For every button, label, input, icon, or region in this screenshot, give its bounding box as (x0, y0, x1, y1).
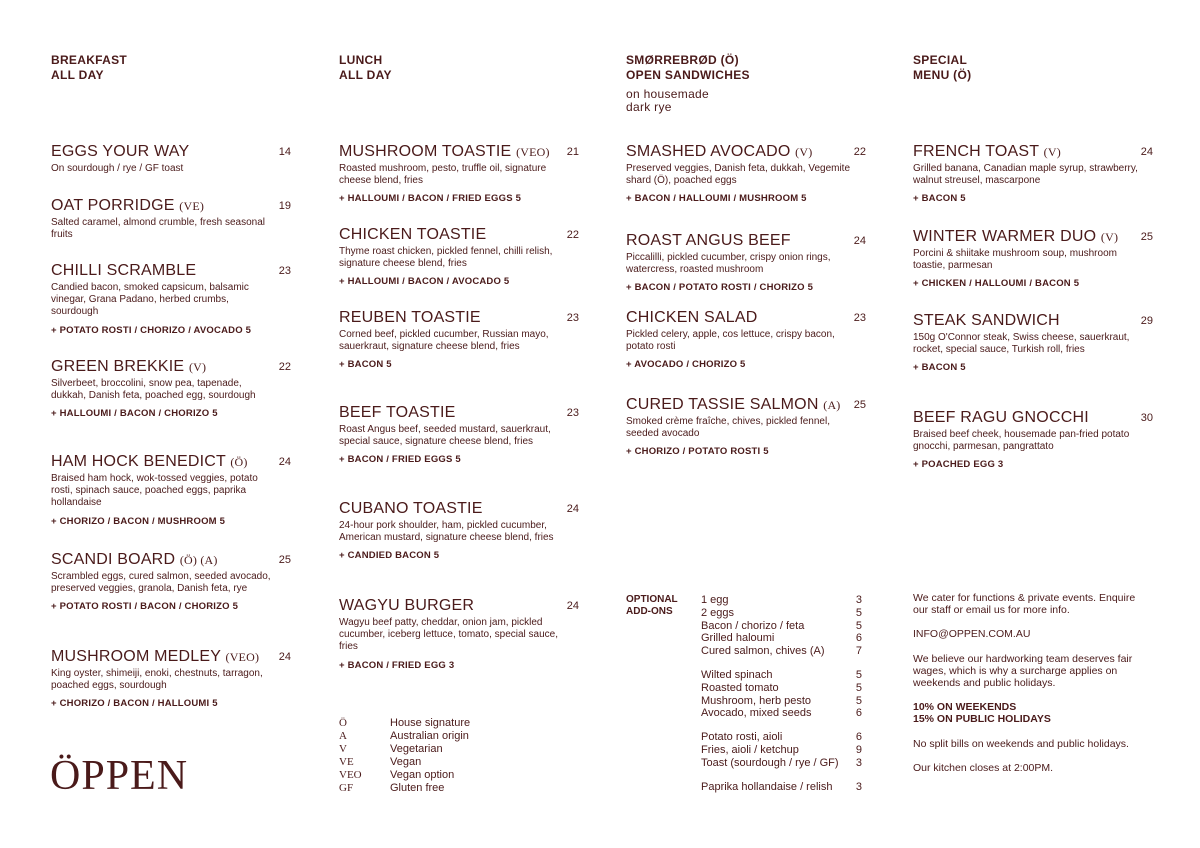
item-price: 24 (566, 600, 579, 612)
special-heading (913, 53, 971, 83)
legend-text: Vegan option (390, 769, 455, 781)
item-description: Pickled celery, apple, cos lettuce, crispy bacon, potato rosti (626, 329, 835, 353)
item-title: SCANDI BOARD (51, 551, 176, 568)
menu-item (51, 358, 291, 419)
item-tag: (V) (1100, 230, 1119, 244)
item-title: HAM HOCK BENEDICT (51, 453, 226, 470)
addon-name: Mushroom, herb pesto (701, 694, 812, 707)
item-title: OAT PORRIDGE (51, 197, 175, 214)
item-name (51, 197, 291, 215)
item-tag: (VEO) (225, 650, 260, 664)
addon-price: 5 (855, 606, 862, 619)
item-description: Candied bacon, smoked capsicum, balsamic vinegar, Grana Padano, herbed crumbs, sourdough (51, 282, 249, 318)
addon-row (701, 645, 862, 658)
item-addon: + BACON 5 (339, 359, 392, 371)
addon-name: Cured salmon, chives (A) (701, 645, 825, 658)
email-link[interactable]: INFO@OPPEN.COM.AU (913, 628, 1031, 641)
item-description: Thyme roast chicken, pickled fennel, chilli relish, signature cheese blend, fries (339, 246, 553, 270)
item-description: Silverbeet, broccolini, snow pea, tapenade, dukkah, Danish feta, poached egg, sourdough (51, 378, 256, 402)
legend-symbol: V (339, 743, 347, 755)
item-tag: (Ö) (230, 455, 248, 469)
item-description: 150g O'Connor steak, Swiss cheese, sauerkraut, rocket, special sauce, Turkish roll, fries (913, 332, 1130, 356)
item-price: 29 (1140, 315, 1153, 327)
item-title: CUBANO TOASTIE (339, 500, 483, 517)
legend-symbol: A (339, 730, 347, 742)
addon-price: 5 (855, 668, 862, 681)
item-title: ROAST ANGUS BEEF (626, 232, 791, 249)
item-name (339, 500, 579, 518)
item-title: CURED TASSIE SALMON (626, 396, 819, 413)
item-title: CHILLI SCRAMBLE (51, 262, 197, 279)
item-price: 23 (853, 312, 866, 324)
item-tag: (A) (823, 398, 841, 412)
heading-line: SMØRREBRØD (Ö) (626, 53, 739, 67)
heading-line: OPEN SANDWICHES (626, 68, 750, 82)
smorrebrod-subheading (626, 88, 750, 114)
item-description: 24-hour pork shoulder, ham, pickled cucumber, American mustard, signature cheese blend, fries (339, 520, 554, 544)
addons-list (701, 594, 862, 793)
item-price: 24 (566, 503, 579, 515)
item-description: Piccalilli, pickled cucumber, crispy onion rings, watercress, roasted mushroom (626, 252, 831, 276)
addon-name: 1 egg (701, 594, 729, 606)
item-name (51, 358, 291, 376)
item-price: 24 (278, 651, 291, 663)
item-name (51, 262, 291, 280)
item-addon: + BACON / HALLOUMI / MUSHROOM 5 (626, 193, 807, 205)
menu-item (51, 143, 291, 175)
menu-item (51, 648, 291, 709)
item-addon: + POACHED EGG 3 (913, 459, 1004, 471)
item-tag: (V) (1043, 145, 1061, 159)
kitchen-closes-text: Our kitchen closes at 2:00PM. (913, 761, 1054, 774)
item-name (913, 228, 1153, 246)
addon-row (701, 744, 862, 757)
legend-symbol: VE (339, 756, 354, 768)
item-price: 23 (278, 265, 291, 277)
item-name (626, 396, 866, 414)
item-addon: + POTATO ROSTI / BACON / CHORIZO 5 (51, 601, 239, 613)
info-block (913, 592, 1153, 786)
legend-text: House signature (390, 717, 471, 729)
addon-row (701, 682, 862, 695)
item-title: MUSHROOM MEDLEY (51, 648, 221, 665)
item-title: CHICKEN SALAD (626, 309, 758, 326)
item-price: 24 (853, 235, 866, 247)
item-addon: + BACON / FRIED EGGS 5 (339, 454, 461, 466)
addon-row (701, 669, 862, 682)
item-title: EGGS YOUR WAY (51, 143, 190, 160)
item-price: 24 (1140, 146, 1153, 158)
menu-item (626, 396, 866, 457)
item-name (51, 648, 291, 666)
addon-name: Roasted tomato (701, 681, 779, 694)
item-price: 24 (278, 456, 291, 468)
item-tag: (Ö) (A) (179, 553, 218, 567)
item-price: 22 (566, 229, 579, 241)
item-title: BEEF TOASTIE (339, 404, 456, 421)
heading-line: SPECIAL (913, 53, 968, 67)
addons-label (626, 594, 678, 618)
addon-name: 2 eggs (701, 606, 735, 619)
item-name (913, 312, 1153, 330)
item-name (51, 143, 291, 161)
menu-item (626, 309, 866, 370)
wages-text: We believe our hardworking team deserves fair wages, which is why a surcharge applies on weekends and public holidays. (913, 652, 1133, 690)
menu-item (913, 143, 1153, 204)
item-price: 22 (853, 146, 866, 158)
addon-price: 6 (855, 731, 862, 744)
dietary-legend (339, 717, 470, 795)
item-name (626, 309, 866, 327)
item-description: Roasted mushroom, pesto, truffle oil, signature cheese blend, fries (339, 163, 547, 187)
item-title: FRENCH TOAST (913, 143, 1039, 160)
item-title: REUBEN TOASTIE (339, 309, 481, 326)
weekend-surcharge: 10% ON WEEKENDS (913, 701, 1017, 714)
addons-label-line: ADD-ONS (626, 606, 673, 617)
item-description: Wagyu beef patty, cheddar, onion jam, pickled cucumber, iceberg lettuce, tomato, special sauce, fries (339, 617, 559, 653)
item-title: WAGYU BURGER (339, 597, 475, 614)
item-description: Preserved veggies, Danish feta, dukkah, Vegemite shard (Ö), poached eggs (626, 163, 851, 187)
item-addon: + HALLOUMI / BACON / CHORIZO 5 (51, 408, 218, 420)
legend-row (339, 743, 470, 756)
addon-price: 7 (855, 645, 862, 658)
item-name (51, 551, 291, 569)
addon-row (701, 731, 862, 744)
addon-name: Avocado, mixed seeds (701, 707, 812, 720)
item-addon: + BACON 5 (913, 193, 966, 205)
addon-row (701, 781, 862, 794)
menu-item (51, 262, 291, 336)
menu-item (51, 551, 291, 612)
breakfast-heading (51, 53, 127, 83)
addon-name: Potato rosti, aioli (701, 731, 783, 744)
item-name (339, 143, 579, 161)
item-price: 21 (566, 146, 579, 158)
item-title: GREEN BREKKIE (51, 358, 185, 375)
item-description: Porcini & shiitake mushroom soup, mushroom toastie, parmesan (913, 248, 1117, 272)
menu-item (913, 312, 1153, 373)
item-description: Salted caramel, almond crumble, fresh seasonal fruits (51, 217, 265, 241)
heading-line: MENU (Ö) (913, 68, 972, 82)
smorrebrod-heading (626, 53, 750, 114)
legend-row (339, 717, 470, 730)
menu-item (913, 228, 1153, 289)
menu-item (339, 226, 579, 287)
addon-price: 3 (855, 756, 862, 769)
subheading-line: dark rye (626, 100, 672, 114)
menu-item (51, 197, 291, 241)
heading-line: ALL DAY (51, 68, 104, 82)
item-title: WINTER WARMER DUO (913, 228, 1097, 245)
item-description: Braised beef cheek, housemade pan-fried potato gnocchi, parmesan, pangrattato (913, 429, 1130, 453)
menu-item (339, 309, 579, 370)
item-title: SMASHED AVOCADO (626, 143, 791, 160)
item-name (626, 232, 866, 250)
item-addon: + CHORIZO / BACON / MUSHROOM 5 (51, 515, 226, 527)
oppen-logo: ÖPPEN (50, 753, 189, 799)
menu-item (913, 409, 1153, 470)
legend-symbol: VEO (339, 769, 362, 781)
menu-item (626, 143, 866, 204)
item-price: 25 (1140, 231, 1153, 243)
item-name (339, 404, 579, 422)
item-description: Corned beef, pickled cucumber, Russian mayo, sauerkraut, signature cheese blend, fries (339, 329, 549, 353)
item-tag: (VE) (179, 199, 205, 213)
item-addon: + BACON / POTATO ROSTI / CHORIZO 5 (626, 282, 814, 294)
addon-row (701, 707, 862, 720)
item-description: Braised ham hock, wok-tossed veggies, potato rosti, spinach sauce, poached eggs, paprika hollandaise (51, 473, 258, 509)
item-tag: (V) (188, 360, 207, 374)
addon-group-gap (701, 720, 862, 731)
subheading-line: on housemade (626, 87, 709, 101)
addon-price: 5 (855, 694, 862, 707)
addon-name: Bacon / chorizo / feta (701, 619, 805, 632)
addon-name: Paprika hollandaise / relish (701, 780, 833, 793)
addon-name: Grilled haloumi (701, 632, 775, 645)
menu-item (339, 404, 579, 465)
menu-item (51, 453, 291, 527)
legend-text: Vegan (390, 756, 422, 768)
heading-line: ALL DAY (339, 68, 392, 82)
addon-price: 5 (855, 681, 862, 694)
item-tag: (VEO) (516, 145, 550, 159)
addon-row (701, 594, 862, 607)
addon-row (701, 757, 862, 770)
legend-row (339, 730, 470, 743)
lunch-heading (339, 53, 392, 83)
addon-price: 3 (855, 594, 862, 606)
addon-price: 9 (855, 743, 862, 756)
item-title: CHICKEN TOASTIE (339, 226, 487, 243)
legend-text: Gluten free (390, 782, 445, 794)
heading-line: BREAKFAST (51, 53, 128, 67)
item-price: 23 (566, 312, 579, 324)
item-addon: + HALLOUMI / BACON / FRIED EGGS 5 (339, 193, 522, 205)
addon-group-gap (701, 658, 862, 669)
item-price: 30 (1140, 412, 1153, 424)
legend-text: Australian origin (390, 730, 469, 742)
item-name (626, 143, 866, 161)
legend-text: Vegetarian (390, 743, 443, 755)
item-addon: + CHORIZO / BACON / HALLOUMI 5 (51, 698, 218, 710)
addon-name: Toast (sourdough / rye / GF) (701, 756, 839, 769)
addon-price: 6 (855, 707, 862, 720)
item-description: Grilled banana, Canadian maple syrup, strawberry, walnut streusel, mascarpone (913, 163, 1138, 187)
item-description: Scrambled eggs, cured salmon, seeded avocado, preserved veggies, granola, Danish feta, rye (51, 571, 271, 595)
item-title: STEAK SANDWICH (913, 312, 1060, 329)
menu-item (339, 597, 579, 671)
addon-row (701, 620, 862, 633)
item-name (339, 597, 579, 615)
item-description: Roast Angus beef, seeded mustard, sauerkraut, special sauce, signature cheese blend, fries (339, 424, 551, 448)
item-title: BEEF RAGU GNOCCHI (913, 409, 1089, 426)
addon-price: 5 (855, 619, 862, 632)
item-addon: + CHICKEN / HALLOUMI / BACON 5 (913, 278, 1080, 290)
addon-price: 3 (855, 780, 862, 793)
item-price: 22 (278, 361, 291, 373)
item-name (51, 453, 291, 471)
legend-row (339, 769, 470, 782)
addon-name: Fries, aioli / ketchup (701, 743, 799, 756)
item-addon: + BACON / FRIED EGG 3 (339, 659, 455, 671)
item-name (339, 226, 579, 244)
legend-symbol: Ö (339, 717, 347, 729)
addon-group-gap (701, 770, 862, 781)
addon-row (701, 695, 862, 708)
item-tag: (V) (795, 145, 813, 159)
addon-row (701, 607, 862, 620)
surcharge-text (913, 701, 1153, 725)
addon-name: Wilted spinach (701, 668, 773, 681)
item-description: On sourdough / rye / GF toast (51, 163, 184, 174)
addon-row (701, 632, 862, 645)
item-name (339, 309, 579, 327)
addon-price: 6 (855, 632, 862, 645)
functions-text: We cater for functions & private events. Enquire our staff or email us for more info. (913, 592, 1136, 617)
addons-label-line: OPTIONAL (626, 594, 678, 605)
item-description: King oyster, shimeiji, enoki, chestnuts, tarragon, poached eggs, sourdough (51, 668, 263, 692)
menu-item (339, 500, 579, 561)
item-addon: + CHORIZO / POTATO ROSTI 5 (626, 446, 769, 458)
item-price: 14 (278, 146, 291, 158)
menu-item (339, 143, 579, 204)
item-description: Smoked crème fraîche, chives, pickled fennel, seeded avocado (626, 416, 830, 440)
legend-symbol: GF (339, 782, 354, 794)
item-addon: + AVOCADO / CHORIZO 5 (626, 359, 746, 371)
menu-item (626, 232, 866, 293)
item-price: 23 (566, 407, 579, 419)
heading-line: LUNCH (339, 53, 383, 67)
item-addon: + CANDIED BACON 5 (339, 550, 440, 562)
item-addon: + HALLOUMI / BACON / AVOCADO 5 (339, 276, 510, 288)
item-addon: + BACON 5 (913, 362, 966, 374)
item-addon: + POTATO ROSTI / CHORIZO / AVOCADO 5 (51, 324, 252, 336)
item-price: 25 (853, 399, 866, 411)
item-name (913, 143, 1153, 161)
holiday-surcharge: 15% ON PUBLIC HOLIDAYS (913, 713, 1051, 726)
legend-row (339, 782, 470, 795)
legend-row (339, 756, 470, 769)
item-name (913, 409, 1153, 427)
split-bills-text: No split bills on weekends and public holidays. (913, 737, 1129, 750)
item-price: 25 (278, 554, 291, 566)
item-price: 19 (278, 200, 291, 212)
item-title: MUSHROOM TOASTIE (339, 143, 512, 160)
